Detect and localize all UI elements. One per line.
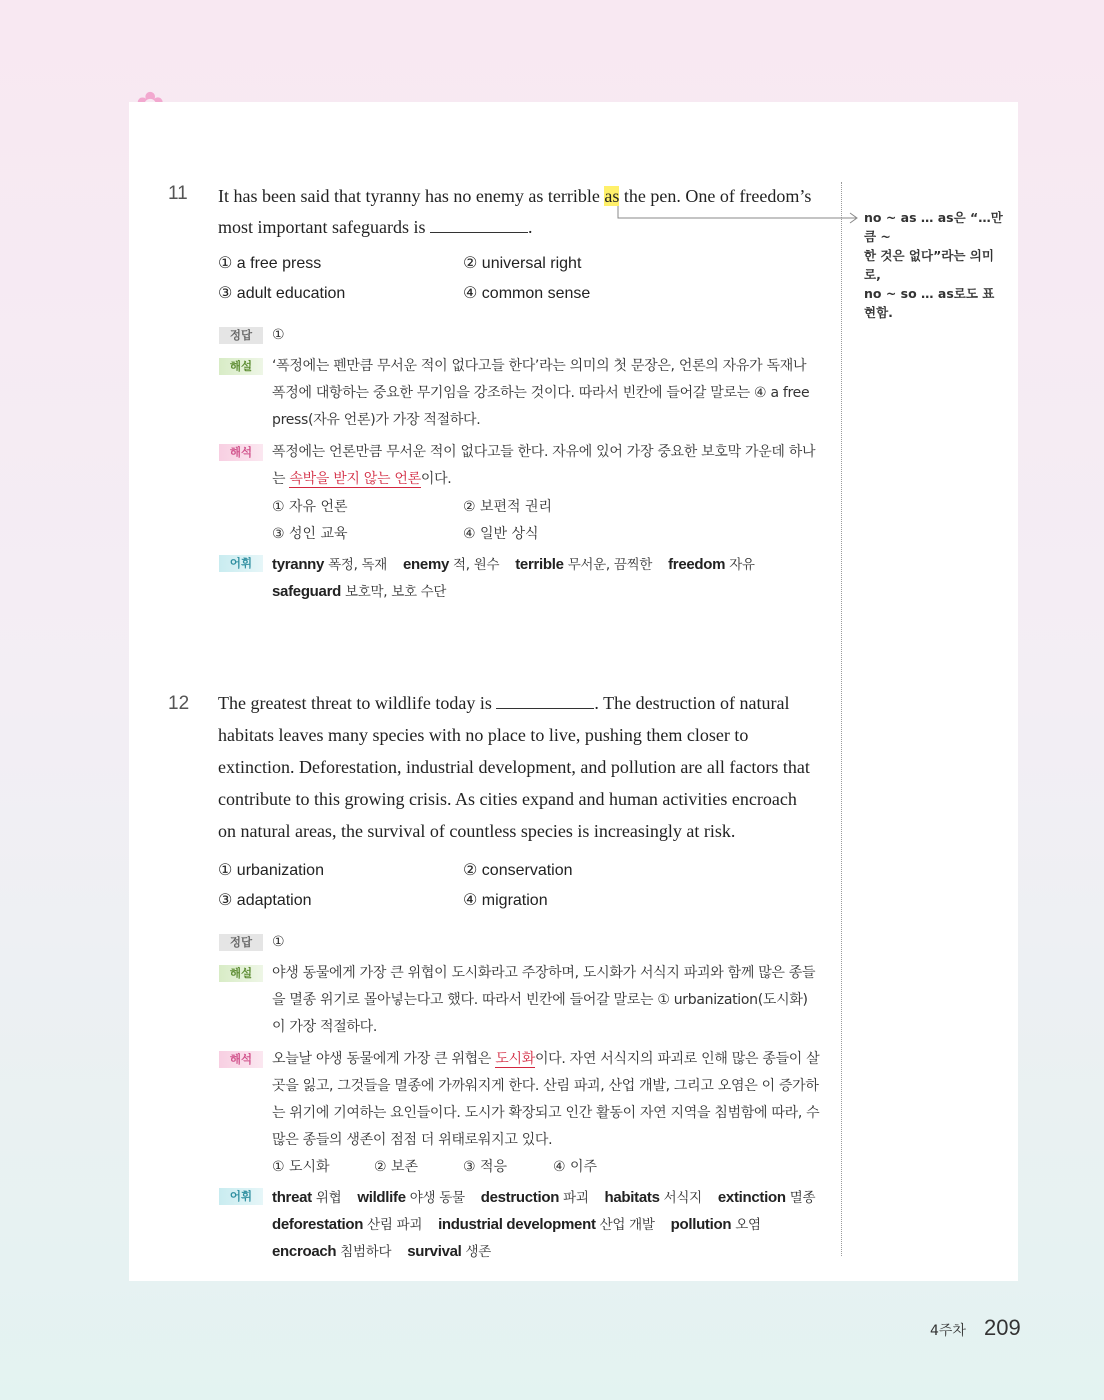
answer-tag: 정답 xyxy=(219,327,263,344)
option-1: ① a free press xyxy=(218,255,322,272)
explanation-tag: 해설 xyxy=(219,965,263,982)
option-4: ④ common sense xyxy=(463,285,591,302)
vocab-word: habitats xyxy=(604,1189,660,1206)
translation-option-2: ② 보존 xyxy=(374,1159,419,1175)
question-text xyxy=(218,687,818,847)
translation-text: 폭정에는 언론만큼 무서운 적이 없다고들 한다. 자유에 있어 가장 중요한 보호막 가운데 하나는 속박을 받지 않는 언론이다. xyxy=(272,444,816,487)
vocab-word: tyranny xyxy=(272,556,325,573)
translation-key-phrase: 속박을 받지 않는 언론 xyxy=(289,471,421,487)
side-note-line: no ~ as … as은 “…만큼 ~ xyxy=(864,210,1003,244)
vocab-word: safeguard xyxy=(272,583,341,600)
option-1: ① urbanization xyxy=(218,862,324,879)
answer-blank xyxy=(430,218,528,233)
answer-tag: 정답 xyxy=(219,934,263,951)
translation-option-4: ④ 일반 상식 xyxy=(463,526,539,542)
question-line: The greatest threat to wildlife today is . The destruction of natural xyxy=(218,693,790,713)
side-note-line: 한 것은 없다”라는 의미로, xyxy=(864,248,994,282)
option-4: ④ migration xyxy=(463,892,548,909)
explanation-text: 야생 동물에게 가장 큰 위협이 도시화라고 주장하며, 도시화가 서식지 파괴와 함께 많은 종들을 멸종 위기로 몰아넣는다고 했다. 따라서 빈칸에 들어갈 말로는 ① urbanization(도시화)이 가장 적절하다. xyxy=(272,965,816,1035)
question-line: It has been said that tyranny has no enemy as terrible as the pen. One of freedom’s xyxy=(218,186,812,206)
vocab-word: extinction xyxy=(717,1189,786,1206)
option-3: ③ adaptation xyxy=(218,892,312,909)
vocab-word: terrible xyxy=(515,556,564,573)
option-2: ② conservation xyxy=(463,862,573,879)
vocab-word: enemy xyxy=(403,556,450,573)
vocab-line: threat 위협 wildlife 야생 동물 destruction 파괴 habitats 서식지 extinction 멸종 xyxy=(272,1189,816,1206)
translation-option-1: ① 도시화 xyxy=(272,1159,330,1175)
translation-key-phrase: 도시화 xyxy=(495,1051,535,1067)
week-label: 4주차 xyxy=(930,1323,966,1339)
vocab-word: deforestation xyxy=(272,1216,364,1233)
vocab-word: pollution xyxy=(670,1216,732,1233)
vocab-word: threat xyxy=(272,1189,312,1206)
question-line: extinction. Deforestation, industrial development, and pollution are all factors that xyxy=(218,757,810,777)
answer-value: ① xyxy=(272,934,285,950)
vocab-line: deforestation 산림 파괴 industrial development 산업 개발 pollution 오염 xyxy=(272,1216,761,1233)
option-3: ③ adult education xyxy=(218,285,346,302)
vocab-word: encroach xyxy=(272,1243,337,1260)
translation-tag: 해석 xyxy=(219,1051,263,1068)
question-line: habitats leaves many species with no place to live, pushing them closer to xyxy=(218,725,749,745)
translation-option-2: ② 보편적 권리 xyxy=(463,499,553,515)
vocab-line: tyranny 폭정, 독재 enemy 적, 원수 terrible 무서운, 끔찍한 freedom 자유 xyxy=(272,556,755,573)
vocab-word: wildlife xyxy=(357,1189,406,1206)
answer-value: ① xyxy=(272,327,285,343)
question-number: 12 xyxy=(168,693,190,714)
vocab-line: encroach 침범하다 survival 생존 xyxy=(272,1243,492,1260)
question-text xyxy=(218,181,818,243)
translation-text: 오늘날 야생 동물에게 가장 큰 위협은 도시화이다. 자연 서식지의 파괴로 인해 많은 종들이 살 곳을 잃고, 그것들을 멸종에 가까워지게 한다. 산림 파괴, 산업 개발, 그리고 오염은 이 증가하는 위기에 기여하는 요인들이다. 도시가 확장되고 인간 활동이 자연 지역을 침범함에 따라, 수많은 종들의 생존이 점점 더 위태로워지고 있다. xyxy=(272,1051,820,1148)
translation-tag: 해석 xyxy=(219,444,263,461)
question-line: contribute to this growing crisis. As cities expand and human activities encroach xyxy=(218,789,797,809)
vocab-line: safeguard 보호막, 보호 수단 xyxy=(272,583,447,600)
explanation-tag: 해설 xyxy=(219,358,263,375)
translation-option-3: ③ 성인 교육 xyxy=(272,526,348,542)
answer-blank xyxy=(496,694,594,709)
translation-option-3: ③ 적응 xyxy=(463,1159,508,1175)
vocab-tag: 어휘 xyxy=(219,1188,263,1205)
vocab-word: industrial development xyxy=(438,1216,596,1233)
translation-option-4: ④ 이주 xyxy=(553,1159,598,1175)
question-line: most important safeguards is . xyxy=(218,217,533,237)
explanation-text: ‘폭정에는 펜만큼 무서운 적이 없다고들 한다’라는 의미의 첫 문장은, 언론의 자유가 독재나 폭정에 대항하는 중요한 무기임을 강조하는 것이다. 따라서 빈칸에 들어갈 말로는 ④ a free press(자유 언론)가 가장 적절하다. xyxy=(272,358,810,428)
side-note xyxy=(864,208,1006,322)
side-note-line: no ~ so … as로도 표현함. xyxy=(864,286,995,320)
page-number: 209 xyxy=(984,1315,1021,1340)
question-line: on natural areas, the survival of countless species is increasingly at risk. xyxy=(218,821,736,841)
question-number: 11 xyxy=(168,183,188,204)
translation-option-1: ① 자유 언론 xyxy=(272,499,348,515)
option-2: ② universal right xyxy=(463,255,582,272)
vocab-word: destruction xyxy=(480,1189,560,1206)
highlighted-word: as xyxy=(604,186,620,206)
vocab-tag: 어휘 xyxy=(219,555,263,572)
vocab-word: freedom xyxy=(668,556,726,573)
vocab-word: survival xyxy=(407,1243,462,1260)
margin-divider xyxy=(841,182,842,1256)
